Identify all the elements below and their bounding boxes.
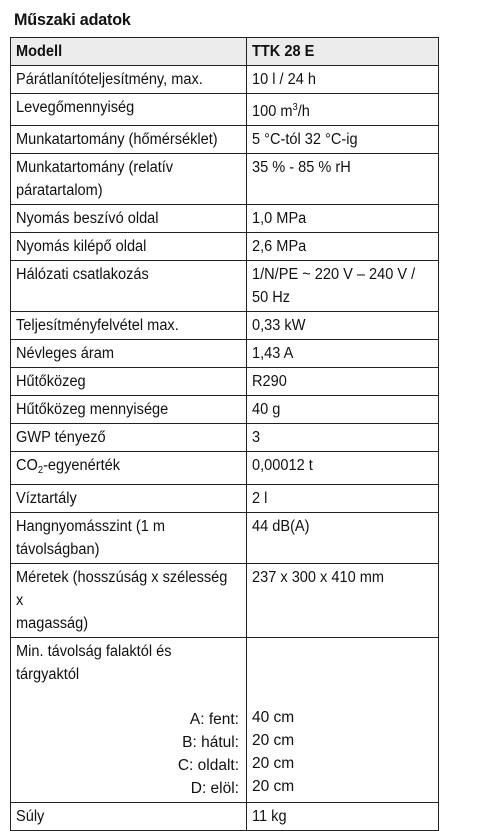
row-label: Munkatartomány (hőmérséklet)	[11, 126, 247, 154]
row-label: Levegőmennyiség	[11, 94, 247, 126]
row-value: 40 g	[247, 396, 439, 424]
table-row	[11, 424, 439, 452]
section-title: Műszaki adatok	[14, 10, 131, 29]
row-label: Névleges áram	[11, 340, 247, 368]
distance-label-b: B: hátul:	[182, 734, 239, 751]
table-header-row	[11, 38, 439, 66]
distance-label-c: C: oldalt:	[177, 757, 239, 774]
row-label: Hűtőközeg mennyisége	[11, 396, 247, 424]
row-label: Hálózati csatlakozás	[11, 261, 247, 312]
row-label: GWP tényező	[11, 424, 247, 452]
table-row	[11, 205, 439, 233]
table-row	[11, 340, 439, 368]
table-row	[11, 94, 439, 126]
header-label: Modell	[11, 38, 247, 66]
row-value	[247, 638, 439, 803]
table-row	[11, 513, 439, 564]
table-row	[11, 485, 439, 513]
row-value: 3	[247, 424, 439, 452]
table-row	[11, 368, 439, 396]
table-row	[11, 66, 439, 94]
row-label: Hangnyomásszint (1 m távolságban)	[11, 513, 247, 564]
row-label: Párátlanítóteljesítmény, max.	[11, 66, 247, 94]
table-row	[11, 126, 439, 154]
row-label: $CO_2$-egyenérték	[11, 452, 247, 485]
distance-label-a: A: fent:	[189, 711, 239, 728]
row-value: 100 $m^3/h$	[247, 94, 439, 126]
row-value: 44 dB(A)	[247, 513, 439, 564]
row-label: Nyomás beszívó oldal	[11, 205, 247, 233]
table-row	[11, 452, 439, 485]
row-value: 1/N/PE ~ 220 V – 240 V / 50 Hz	[247, 261, 439, 312]
row-label: Min. távolság falaktól és tárgyaktól A: fent: B: hátul: C: oldalt: D: elöl:	[11, 638, 247, 803]
row-value: 10 l / 24 h	[247, 66, 439, 94]
row-label: Víztartály	[11, 485, 247, 513]
row-value: 11 kg	[247, 803, 439, 831]
row-value: 0,33 kW	[247, 312, 439, 340]
row-label: Munkatartomány (relatív páratartalom)	[11, 154, 247, 205]
row-value: 237 x 300 x 410 mm	[247, 564, 439, 638]
row-value: 1,0 MPa	[247, 205, 439, 233]
row-label: Nyomás kilépő oldal	[11, 233, 247, 261]
distance-value-c: 20 cm	[252, 755, 295, 772]
table-row	[11, 638, 439, 803]
distance-value-b: 20 cm	[252, 732, 295, 749]
table-row	[11, 261, 439, 312]
distance-label-d: D: elöl:	[190, 780, 239, 797]
table-row	[11, 154, 439, 205]
row-label: Teljesítményfelvétel max.	[11, 312, 247, 340]
row-value: 35 % - 85 % rH	[247, 154, 439, 205]
row-value: 2,6 MPa	[247, 233, 439, 261]
spec-table	[10, 37, 439, 831]
row-label: Méretek (hosszúság x szélesség x magasság)	[11, 564, 247, 638]
table-row	[11, 803, 439, 831]
table-row	[11, 312, 439, 340]
distance-value-a: 40 cm	[252, 709, 295, 726]
table-row	[11, 564, 439, 638]
row-label: Súly	[11, 803, 247, 831]
header-value: TTK 28 E	[247, 38, 439, 66]
table-row	[11, 233, 439, 261]
row-value: R290	[247, 368, 439, 396]
row-value: 0,00012 t	[247, 452, 439, 485]
row-value: 1,43 A	[247, 340, 439, 368]
row-value: 2 l	[247, 485, 439, 513]
distance-value-d: 20 cm	[252, 778, 295, 795]
table-row	[11, 396, 439, 424]
row-label: Hűtőközeg	[11, 368, 247, 396]
row-value: 5 °C-tól 32 °C-ig	[247, 126, 439, 154]
